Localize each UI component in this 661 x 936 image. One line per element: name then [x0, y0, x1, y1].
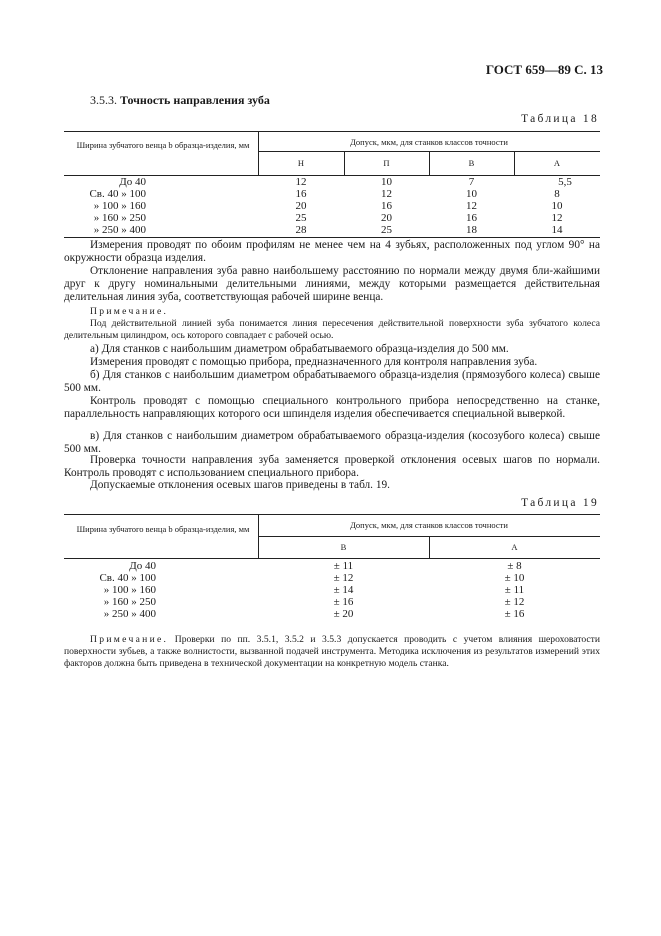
section-number: 3.5.3. [90, 93, 117, 107]
table18-class-h: Н [297, 158, 305, 168]
table19-row-label: До 40 [129, 560, 156, 572]
table18-cell: 12 [381, 188, 392, 200]
table19-caption: Таблица 19 [521, 497, 599, 509]
table19-class-v: В [340, 542, 347, 552]
table18-cell: 12 [551, 212, 563, 224]
document-header: ГОСТ 659—89 С. 13 [485, 62, 603, 77]
table18-cell: 8 [554, 188, 560, 200]
table19-cell: ± 12 [504, 596, 525, 608]
table18-group-header: Допуск, мкм, для станков классов точности [350, 137, 508, 147]
table19-cell: ± 16 [333, 596, 354, 608]
final-note [64, 634, 600, 671]
table18-cell: 25 [381, 224, 392, 236]
paragraph-measurement: Измерения проводят по обоим профилям не менее чем на 4 зубьях, расположенных под углом 90° на окружности образца изделия. [64, 239, 600, 265]
paragraph-case-v: в) Для станков с наибольшим диаметром обрабатываемого образца-изделия (косозубого колеса) свыше 500 мм. [64, 430, 600, 456]
final-note-title: Примечание. [90, 634, 169, 645]
paragraph-case-a-detail: Измерения проводят с помощью прибора, предназначенного для контроля направления зуба. [90, 356, 538, 368]
paragraph-case-v-detail: Проверка точности направления зуба заменяется проверкой отклонения осевых шагов по нормали. Контроль проводят с использованием специального прибора. [64, 454, 600, 480]
note-title: Примечание. [90, 306, 169, 317]
table18-row-label: » 160 » 250 [93, 212, 146, 224]
table18-class-p: П [383, 158, 390, 168]
table18-row-label: Св. 40 » 100 [89, 188, 146, 200]
table18-cell: 5,5 [558, 176, 572, 188]
table19-group-header: Допуск, мкм, для станков классов точности [350, 520, 508, 530]
table19-cell: ± 14 [333, 584, 354, 596]
table18-cell: 12 [466, 200, 477, 212]
table18-cell: 20 [381, 212, 392, 224]
table18-cell: 7 [468, 176, 475, 188]
table19-row-label: » 100 » 160 [103, 584, 156, 596]
table18-cell: 25 [295, 212, 307, 224]
table18-cell: 16 [381, 200, 392, 212]
final-note-text: Проверки по пп. 3.5.1, 3.5.2 и 3.5.3 допускается проводить с учетом влияния шероховатости поверхности зубьев, а также волнистости, вызванной подачей инструмента. Методика исключения из результатов измерений этих факторов должна быть приведена в технической документации на конкретную модель станка. [64, 634, 600, 670]
table18-cell: 20 [295, 200, 307, 212]
table18-row-label: » 100 » 160 [93, 200, 146, 212]
table18-cell: 10 [466, 188, 477, 200]
table19-cell: ± 11 [333, 560, 354, 572]
table18-cell: 14 [551, 224, 563, 236]
table18-cell: 16 [466, 212, 477, 224]
paragraph-deviation: Отклонение направления зуба равно наибольшему расстоянию по нормали между двумя бли-жайшими друг к другу номинальными делительными линиями, между которыми размещается действительная делительная линия зуба, соответствующая рабочей ширине венца. [64, 265, 600, 304]
table18-cell: 16 [295, 188, 307, 200]
table19-cell: ± 11 [504, 584, 525, 596]
table19-cell: ± 12 [333, 572, 354, 584]
table18-cell: 28 [295, 224, 307, 236]
table18-caption: Таблица 18 [521, 113, 599, 125]
note-text: Под действительной линией зуба понимается линия пересечения действительной поверхности зуба зубчатого колеса делительным цилиндром, ось которого совпадает с рабочей осью. [64, 318, 600, 342]
table18-class-a: А [553, 158, 561, 168]
table18-cell: 18 [466, 224, 477, 236]
table19-row-label: » 250 » 400 [103, 608, 156, 620]
table18-cell: 10 [381, 176, 392, 188]
table19-cell: ± 10 [504, 572, 525, 584]
table18-col1-header: Ширина зубчатого венца b образца-изделия, мм [76, 140, 250, 150]
table19-row-label: Св. 40 » 100 [99, 572, 156, 584]
table18-cell: 12 [295, 176, 307, 188]
table18-row-label: До 40 [119, 176, 146, 188]
table19-row-label: » 160 » 250 [103, 596, 156, 608]
paragraph-case-b-detail: Контроль проводят с помощью специального контрольного прибора непосредственно на станке, параллельность направляющих которого оси шпинделя изделия обеспечивается специальной выверкой. [64, 395, 600, 421]
table19-cell: ± 20 [333, 608, 354, 620]
table19-cell: ± 16 [504, 608, 525, 620]
paragraph-case-b: б) Для станков с наибольшим диаметром обрабатываемого образца-изделия (прямозубого колеса) свыше 500 мм. [64, 369, 600, 395]
table19-class-a: А [511, 542, 518, 552]
table18-cell: 10 [551, 200, 563, 212]
section-title: Точность направления зуба [120, 93, 270, 107]
table18-row-label: » 250 » 400 [93, 224, 146, 236]
table19-col1-header: Ширина зубчатого венца b образца-изделия, мм [76, 524, 250, 534]
section-heading [90, 93, 270, 108]
paragraph-table19-ref: Допускаемые отклонения осевых шагов приведены в табл. 19. [90, 479, 390, 491]
table19-cell: ± 8 [507, 560, 522, 572]
paragraph-case-a: а) Для станков с наибольшим диаметром обрабатываемого образца-изделия до 500 мм. [90, 343, 509, 355]
table18-class-v: В [468, 158, 475, 168]
